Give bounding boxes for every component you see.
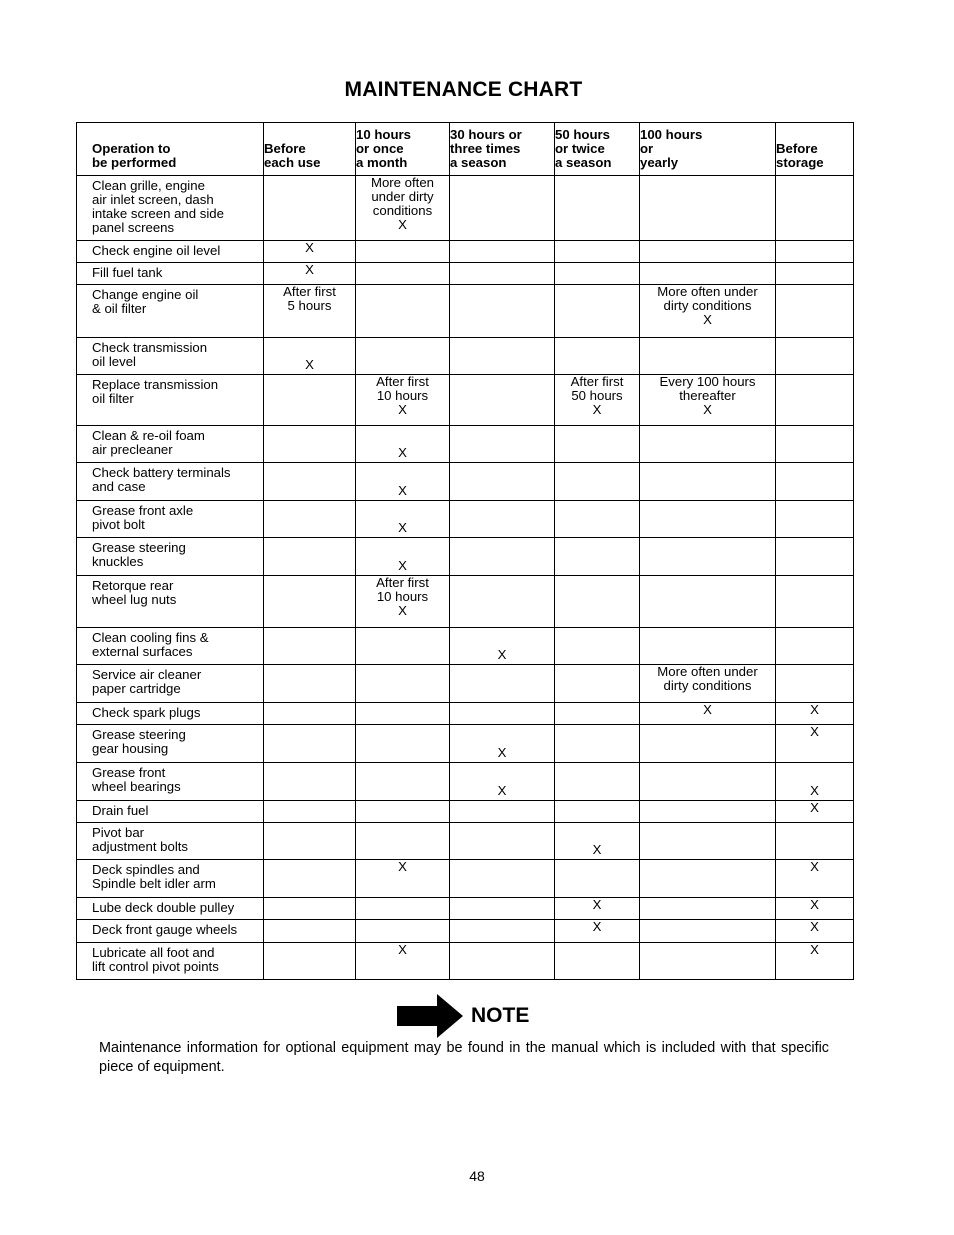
schedule-cell [776,501,854,538]
table-row [77,801,854,823]
schedule-cell [264,375,356,426]
schedule-cell [356,241,450,263]
schedule-cell [555,241,640,263]
table-header-row [77,123,854,176]
schedule-cell [450,285,555,338]
schedule-cell: X [555,920,640,943]
schedule-cell [555,538,640,576]
schedule-cell [356,665,450,703]
table-row [77,285,854,338]
schedule-cell [450,665,555,703]
schedule-cell [264,703,356,725]
operation-cell: Check transmission oil level [77,338,264,375]
operation-cell: Check spark plugs [77,703,264,725]
table-row [77,763,854,801]
schedule-cell: X [776,801,854,823]
schedule-cell [640,725,776,763]
schedule-cell [264,426,356,463]
schedule-cell: X [356,943,450,980]
schedule-cell [640,538,776,576]
schedule-cell [450,263,555,285]
schedule-cell [450,703,555,725]
schedule-cell [356,285,450,338]
schedule-cell [640,898,776,920]
schedule-cell [450,860,555,898]
schedule-cell: X [450,725,555,763]
schedule-cell [555,338,640,375]
schedule-cell [264,943,356,980]
schedule-cell: X [450,763,555,801]
schedule-cell: More often under dirty conditions X [356,176,450,241]
operation-cell: Deck front gauge wheels [77,920,264,943]
schedule-cell [555,725,640,763]
table-row [77,538,854,576]
header-before-each-use: Before each use [264,123,356,176]
schedule-cell [555,463,640,501]
schedule-cell: X [555,823,640,860]
schedule-cell [450,898,555,920]
schedule-cell [776,176,854,241]
operation-cell: Grease steering knuckles [77,538,264,576]
schedule-cell [555,801,640,823]
table-row [77,703,854,725]
schedule-cell [356,898,450,920]
schedule-cell [640,501,776,538]
schedule-cell [356,920,450,943]
schedule-cell: X [356,426,450,463]
schedule-cell [640,860,776,898]
schedule-cell [450,943,555,980]
schedule-cell: X [356,538,450,576]
header-before-storage: Before storage [776,123,854,176]
schedule-cell [450,501,555,538]
schedule-cell [640,920,776,943]
schedule-cell [450,176,555,241]
note-text: Maintenance information for optional equipment may be found in the manual which is included with that specific piece of equipment. [99,1040,829,1075]
schedule-cell [555,628,640,665]
schedule-cell [264,501,356,538]
schedule-cell: X [555,898,640,920]
schedule-cell [450,801,555,823]
table-row [77,263,854,285]
operation-cell: Grease front wheel bearings [77,763,264,801]
schedule-cell [264,628,356,665]
schedule-cell: X [356,501,450,538]
schedule-cell [555,263,640,285]
schedule-cell [776,285,854,338]
schedule-cell [356,725,450,763]
schedule-cell [264,665,356,703]
table-row [77,725,854,763]
schedule-cell [356,628,450,665]
schedule-cell [450,823,555,860]
schedule-cell [264,576,356,628]
schedule-cell [555,860,640,898]
arrow-right-icon [397,994,463,1038]
schedule-cell [555,285,640,338]
schedule-cell [640,338,776,375]
table-row [77,463,854,501]
schedule-cell [264,463,356,501]
page-title: MAINTENANCE CHART [344,78,583,101]
maintenance-chart-table [76,122,854,980]
schedule-cell [555,763,640,801]
schedule-cell: X [356,860,450,898]
schedule-cell [776,628,854,665]
schedule-cell [356,801,450,823]
schedule-cell [264,176,356,241]
schedule-cell [555,501,640,538]
operation-cell: Deck spindles and Spindle belt idler arm [77,860,264,898]
schedule-cell [776,241,854,263]
schedule-cell [264,538,356,576]
schedule-cell [555,576,640,628]
table-row [77,501,854,538]
schedule-cell: After first 10 hours X [356,576,450,628]
schedule-cell: After first 50 hours X [555,375,640,426]
schedule-cell [450,576,555,628]
table-row [77,426,854,463]
table-row [77,338,854,375]
schedule-cell [640,463,776,501]
schedule-cell [264,725,356,763]
table-row [77,898,854,920]
schedule-cell: X [356,463,450,501]
schedule-cell [640,763,776,801]
header-operation: Operation to be performed [77,123,264,176]
schedule-cell [640,426,776,463]
schedule-cell [640,801,776,823]
schedule-cell: X [264,263,356,285]
table-row [77,823,854,860]
schedule-cell [264,898,356,920]
table-row [77,241,854,263]
operation-cell: Pivot bar adjustment bolts [77,823,264,860]
schedule-cell [776,426,854,463]
schedule-cell: X [450,628,555,665]
table-row [77,375,854,426]
header-10-hours: 10 hours or once a month [356,123,450,176]
schedule-cell: X [776,703,854,725]
operation-cell: Check battery terminals and case [77,463,264,501]
schedule-cell [640,943,776,980]
schedule-cell [555,703,640,725]
schedule-cell [776,463,854,501]
table-row [77,176,854,241]
schedule-cell [640,176,776,241]
schedule-cell [356,763,450,801]
note-label: NOTE [471,1004,530,1027]
table-row [77,860,854,898]
operation-cell: Replace transmission oil filter [77,375,264,426]
schedule-cell: X [776,920,854,943]
schedule-cell [640,628,776,665]
header-100-hours: 100 hours or yearly [640,123,776,176]
schedule-cell [776,338,854,375]
schedule-cell [356,823,450,860]
page-number: 48 [469,1168,485,1184]
schedule-cell [555,665,640,703]
schedule-cell [776,263,854,285]
operation-cell: Grease steering gear housing [77,725,264,763]
operation-cell: Drain fuel [77,801,264,823]
schedule-cell [356,338,450,375]
schedule-cell [450,920,555,943]
schedule-cell [776,538,854,576]
schedule-cell [640,241,776,263]
schedule-cell: X [776,860,854,898]
schedule-cell [555,426,640,463]
schedule-cell [264,763,356,801]
schedule-cell: X [776,898,854,920]
operation-cell: Clean cooling fins & external surfaces [77,628,264,665]
operation-cell: Lube deck double pulley [77,898,264,920]
operation-cell: Clean grille, engine air inlet screen, dash intake screen and side panel screens [77,176,264,241]
schedule-cell [450,426,555,463]
operation-cell: Retorque rear wheel lug nuts [77,576,264,628]
table-row [77,943,854,980]
schedule-cell: More often under dirty conditions X [640,285,776,338]
schedule-cell: After first 5 hours [264,285,356,338]
schedule-cell [356,263,450,285]
operation-cell: Check engine oil level [77,241,264,263]
table-row [77,628,854,665]
operation-cell: Change engine oil & oil filter [77,285,264,338]
table-row [77,920,854,943]
schedule-cell: After first 10 hours X [356,375,450,426]
schedule-cell: Every 100 hours thereafter X [640,375,776,426]
schedule-cell [450,375,555,426]
operation-cell: Service air cleaner paper cartridge [77,665,264,703]
schedule-cell: X [776,725,854,763]
schedule-cell: More often under dirty conditions [640,665,776,703]
schedule-cell [776,665,854,703]
schedule-cell [450,538,555,576]
schedule-cell [450,463,555,501]
schedule-cell: X [264,241,356,263]
schedule-cell [640,576,776,628]
schedule-cell [450,241,555,263]
schedule-cell [264,860,356,898]
schedule-cell: X [776,763,854,801]
operation-cell: Clean & re-oil foam air precleaner [77,426,264,463]
schedule-cell [450,338,555,375]
operation-cell: Grease front axle pivot bolt [77,501,264,538]
schedule-cell [264,801,356,823]
table-row [77,576,854,628]
schedule-cell [555,943,640,980]
table-row [77,665,854,703]
schedule-cell [776,823,854,860]
schedule-cell: X [640,703,776,725]
schedule-cell [776,375,854,426]
schedule-cell [264,823,356,860]
schedule-cell: X [264,338,356,375]
operation-cell: Fill fuel tank [77,263,264,285]
schedule-cell [555,176,640,241]
schedule-cell [776,576,854,628]
schedule-cell [640,823,776,860]
schedule-cell [356,703,450,725]
header-30-hours: 30 hours or three times a season [450,123,555,176]
operation-cell: Lubricate all foot and lift control pivot points [77,943,264,980]
schedule-cell [640,263,776,285]
header-50-hours: 50 hours or twice a season [555,123,640,176]
schedule-cell [264,920,356,943]
schedule-cell: X [776,943,854,980]
